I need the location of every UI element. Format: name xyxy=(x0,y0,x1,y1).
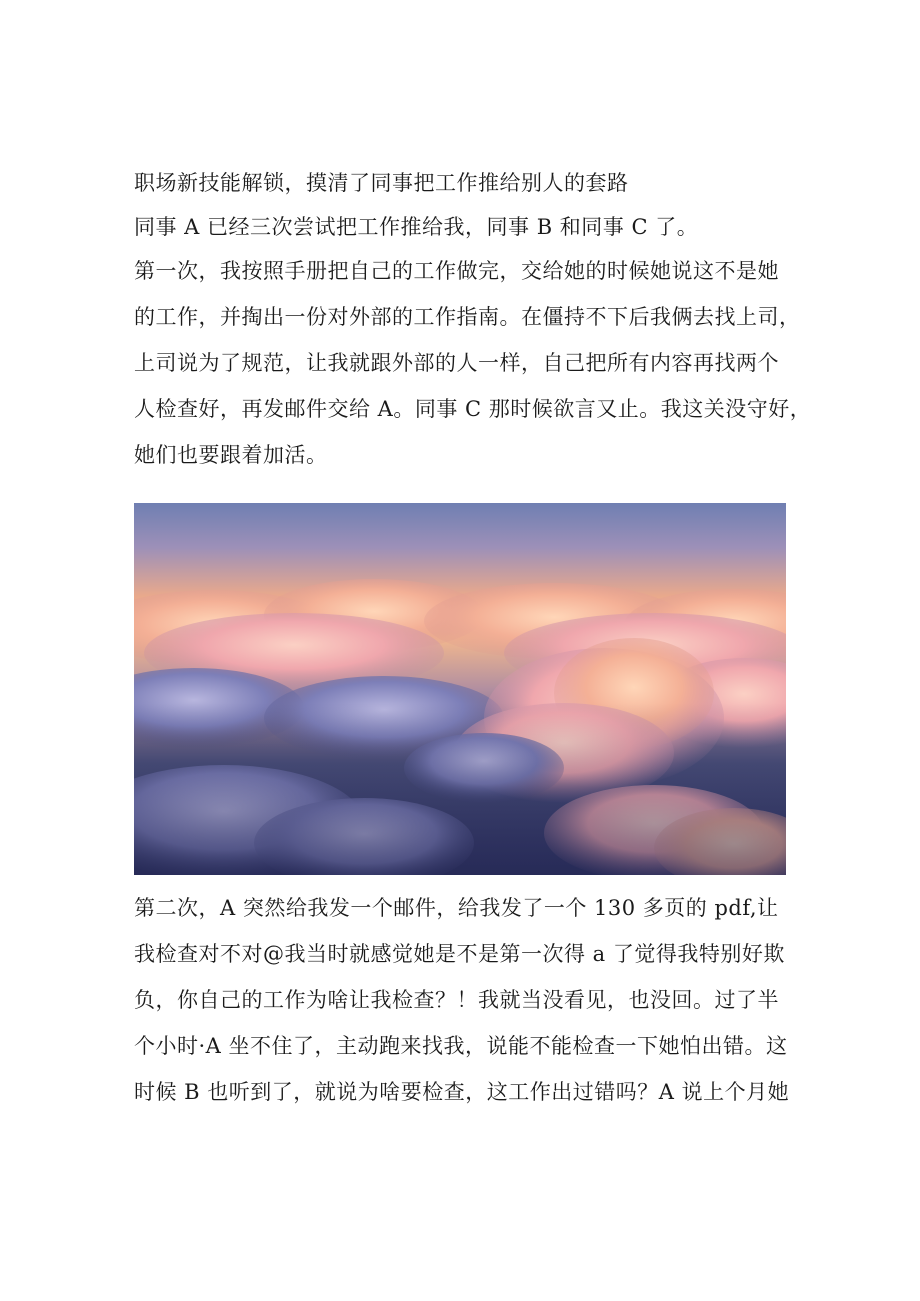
clouds-photo xyxy=(134,503,786,875)
sunset-clouds-image xyxy=(134,503,786,875)
second-paragraph xyxy=(134,885,794,1115)
title-text: 职场新技能解锁，摸清了同事把工作推给别人的套路 xyxy=(134,171,629,195)
first-paragraph xyxy=(134,248,812,478)
paragraph-line: 个小时·A 坐不住了，主动跑来找我，说能不能检查一下她怕出错。这 xyxy=(134,1034,788,1058)
paragraph-line: 时候 B 也听到了，就说为啥要检查，这工作出过错吗？A 说上个月她 xyxy=(134,1080,790,1104)
article-title xyxy=(134,163,794,203)
paragraph-line: 我检查对不对@我当时就感觉她是不是第一次得 a 了觉得我特别好欺 xyxy=(134,942,785,966)
paragraph-line: 负，你自己的工作为啥让我检查？！我就当没看见，也没回。过了半 xyxy=(134,988,779,1012)
paragraph-line: 人检查好，再发邮件交给 A。同事 C 那时候欲言又止。我这关没守好， xyxy=(134,397,812,421)
paragraph-line: 第一次，我按照手册把自己的工作做完，交给她的时候她说这不是她 xyxy=(134,259,779,283)
paragraph-line: 上司说为了规范，让我就跟外部的人一样，自己把所有内容再找两个 xyxy=(134,351,779,375)
intro-text: 同事 A 已经三次尝试把工作推给我，同事 B 和同事 C 了。 xyxy=(134,215,699,239)
paragraph-line: 的工作，并掏出一份对外部的工作指南。在僵持不下后我俩去找上司， xyxy=(134,305,801,329)
intro-paragraph xyxy=(134,207,794,247)
paragraph-line: 第二次，A 突然给我发一个邮件，给我发了一个 130 多页的 pdf,让 xyxy=(134,896,779,920)
paragraph-line: 她们也要跟着加活。 xyxy=(134,443,328,467)
